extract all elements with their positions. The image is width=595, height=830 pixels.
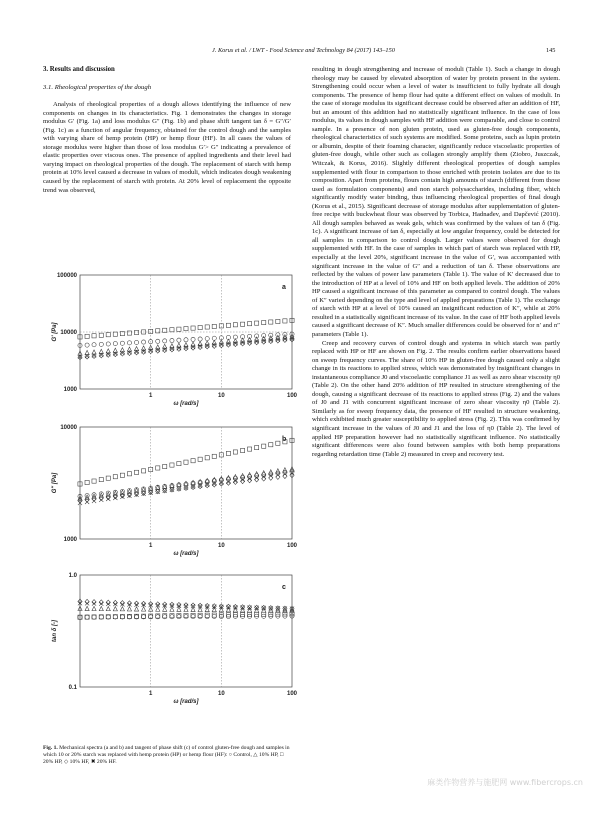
y-axis-label: tan δ [-] [52, 620, 58, 642]
x-axis-label: ω [rad/s] [173, 551, 199, 557]
x-tick-label: 100 [286, 691, 298, 697]
x-tick-label: 100 [286, 543, 298, 549]
plot-frame [80, 575, 292, 687]
figure-caption [43, 745, 293, 766]
section-title: 3. Results and discussion [43, 66, 115, 73]
paragraph: Analysis of rheological properties of a dough allows identifying the influence of new components on changes in its characteristics. Fig. 1 demonstrates the changes in storage modulus G′ (Fig. 1a) and loss modulus G″ (Fig. 1b) and phase shift tangent tan δ = G″/G′ (Fig. 1c) as a function of angular frequency, obtained for the control dough and the samples with varying share of hemp protein (HP) or hemp flour (HF). In all cases the values of storage modulus were higher than those of loss modulus G′> G″ indicating a prevalence of elastic properties over viscous ones. The presence of applied ingredients and their level had varying impact on rheological properties of the dough. The replacement of starch with hemp protein at 10% level caused a decrease in values of moduli, which indicates dough weakening caused by the replacement of starch with protein. At 20% level of replacement the opposite trend was observed, [43, 101, 291, 194]
x-tick-label: 100 [286, 393, 298, 399]
x-tick-label: 1 [148, 543, 153, 549]
y-tick-label: 100000 [56, 273, 77, 279]
panel-label: b [282, 436, 287, 443]
page-number: 145 [546, 47, 556, 54]
x-tick-label: 1 [148, 393, 153, 399]
x-tick-label: 10 [217, 691, 225, 697]
caption-text: Mechanical spectra (a and b) and tangent of phase shift (c) of control gluten-free dough and samples in which 10 or 20% starch was replaced with hemp protein (HP) or hemp flour (HF): ○ Control, △ 10% HP, □ 20% HP, ◇ 10% HF, ✖ 20% HF. [43, 745, 290, 765]
figure-1-plots [40, 270, 298, 740]
x-tick-label: 10 [217, 543, 225, 549]
watermark: 麻类作物营养与施肥网 www.fibercrops.cn [427, 778, 583, 787]
x-tick-label: 1 [148, 691, 153, 697]
plot-frame [80, 427, 292, 539]
panel-label: a [282, 284, 286, 291]
y-tick-label: 10000 [60, 425, 77, 431]
y-axis-label: G" [Pa] [52, 472, 58, 494]
right-column [312, 66, 560, 459]
y-tick-label: 1.0 [68, 573, 77, 579]
y-axis-label: G' [Pa] [52, 322, 58, 342]
running-header [0, 47, 595, 57]
paragraph: Creep and recovery curves of control dough and systems in which starch was partly replaced with HP or HF are shown on Fig. 2. The results confirm earlier observations based on sweep frequency curves. The share of 10% HP in gluten-free dough caused only a slight change in its reactions to applied stress, which was demonstrated by insignificant changes in instantaneous compliance J0 and viscoelastic compliance J1 as well as zero shear viscosity η0 (Table 2). On the other hand 20% addition of HP resulted in structure strengthening of the dough, causing a significant decrease of its reactions to applied stress (Fig. 2) and the values of J0 and J1 with concurrent significant increase of zero shear viscosity η0 (Table 2). Similarly as for sweep frequency data, the presence of HF resulted in structure weakening, which exhibited much greater susceptibility to applied stress (Fig. 2). This was confirmed by significant increase in the values of J0 and J1 and the loss of η0 (Table 2). The level of applied HP preparation however had no statistically significant influence. No statistically significant differences were also found between samples with both hemp preparations regarding retardation time (Table 2) measured in creep and recovery test. [312, 339, 560, 458]
journal-citation: J. Korus et al. / LWT - Food Science and Technology 84 (2017) 143–150 [212, 47, 395, 54]
y-tick-label: 1000 [63, 537, 77, 543]
paragraph: resulting in dough strengthening and increase of moduli (Table 1). Such a change in dough rheology may be caused by elevated absorption of water by protein present in the system. Strengthening could occur when a level of water is insufficient to fully hydrate all dough components. The presence of hemp flour had quite a different effect on values of moduli. In the case of storage modulus its significant decrease could be observed after an addition of HF, but an amount of this addition had no statistically significant influence. In the case of loss modulus, its values in dough samples with HF addition were comparable, and close to control sample. In a presence of non gluten protein, used as gluten-free dough components, rheological characteristics of such systems are modified. Some proteins, such as lupin protein or albumin, despite of their foaming character, significantly reduce viscoelastic properties of gluten-free dough, while other such as collagen strongly amplify them (Ziobro, Juszczak, Witczak, & Korus, 2016). Slightly different rheological properties of dough samples supplemented with flour in comparison to those enriched with protein isolates are due to its composition. Apart from proteins, flours contain high amounts of starch (different from those used as formulation components) and non starch polysaccharides, including fiber, which significantly modify water binding, thus influencing rheological properties of final dough (Korus et al., 2015). Significant decrease of storage modulus after supplementation of gluten-free recipe with buckwheat flour was observed by Torbica, Hadnađev, and Dapčević (2010). All dough samples behaved as weak gels, which was confirmed by the values of tan δ (Fig. 1c). A significant increase of tan δ, especially at low angular frequency, could be detected for all samples in comparison to control dough. Larger values were observed for dough supplemented with HF. In the case of samples in which part of starch was replaced with HP, especially at the level 20%, significant increase in the value of G′, was accompanied with significant increase in the value of G″ and a reduction of tan δ. These observations are reflected by the values of power law parameters (Table 1). The value of K′ decreased due to the introduction of HP at a level of 10% and HF on both applied levels. The addition of 20% HP caused a significant increase of this parameter as compared to control dough. The values of K″ varied depending on the type and level of applied preparations (Table 1). The exchange of starch with HP at a level of 10% caused an insignificant reduction of K″, while at 20% resulted in a statistically significant increase of its value. In the case of HF both applied levels caused a significant decrease of K″. Much smaller differences could be observed for n′ and n″ parameters (Table 1). [312, 66, 560, 338]
x-axis-label: ω [rad/s] [173, 699, 199, 705]
x-axis-label: ω [rad/s] [173, 401, 199, 407]
y-tick-label: 10000 [60, 330, 77, 336]
x-tick-label: 10 [217, 393, 225, 399]
left-column [43, 66, 291, 195]
subsection-title: 3.1. Rheological properties of the dough [43, 83, 152, 91]
panel-label: c [282, 584, 286, 591]
caption-label: Fig. 1. [43, 745, 58, 751]
y-tick-label: 0.1 [68, 685, 77, 691]
y-tick-label: 1000 [63, 387, 77, 393]
